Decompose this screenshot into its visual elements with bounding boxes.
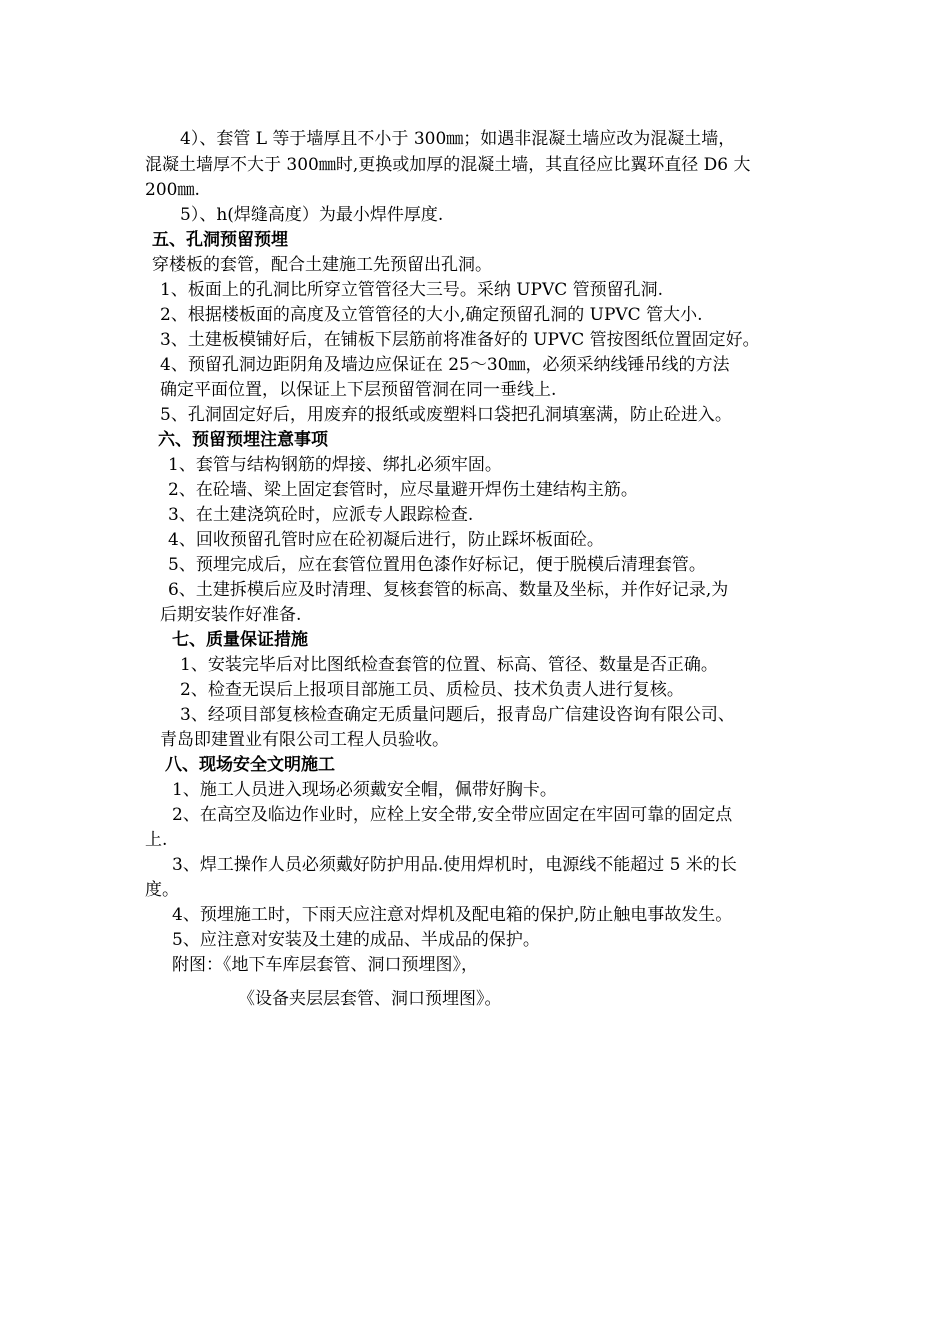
section-6-item-2: 2、在砼墙、梁上固定套管时，应尽量避开焊伤土建结构主筋。 xyxy=(168,480,638,500)
attachment-line2: 《设备夹层层套管、洞口预埋图》。 xyxy=(238,989,502,1009)
section-7-item-3-line1: 3、经项目部复核检查确定无质量问题后，报青岛广信建设咨询有限公司、 xyxy=(180,705,735,725)
section-5-item-4-line2: 确定平面位置，以保证上下层预留管洞在同一垂线上. xyxy=(160,380,557,400)
section-8-heading: 八、现场安全文明施工 xyxy=(165,755,335,775)
section-5-item-2: 2、根据楼板面的高度及立管管径的大小,确定预留孔洞的 UPVC 管大小. xyxy=(160,305,703,325)
section-6-item-6-line1: 6、土建拆模后应及时清理、复核套管的标高、数量及坐标，并作好记录,为 xyxy=(168,580,729,600)
section-6-item-4: 4、回收预留孔管时应在砼初凝后进行，防止踩坏板面砼。 xyxy=(168,530,604,550)
section-8-item-3-line1: 3、焊工操作人员必须戴好防护用品.使用焊机时，电源线不能超过 5 米的长 xyxy=(172,855,737,875)
section-7-item-1: 1、安装完毕后对比图纸检查套管的位置、标高、管径、数量是否正确。 xyxy=(180,655,718,675)
section-6-item-1: 1、套管与结构钢筋的焊接、绑扎必须牢固。 xyxy=(168,455,502,475)
section-8-item-4: 4、预埋施工时，下雨天应注意对焊机及配电箱的保护,防止触电事故发生。 xyxy=(172,905,733,925)
section-7-item-3-line2: 青岛即建置业有限公司工程人员验收。 xyxy=(160,730,449,750)
section-6-item-3: 3、在土建浇筑砼时，应派专人跟踪检查. xyxy=(168,505,474,525)
attachment-line1: 附图：《地下车库层套管、洞口预埋图》， xyxy=(172,955,478,975)
section-6-heading: 六、预留预埋注意事项 xyxy=(158,430,328,450)
section-5-item-1: 1、板面上的孔洞比所穿立管管径大三号。采纳 UPVC 管预留孔洞. xyxy=(160,280,664,300)
item5-line: 5）、h(焊缝高度）为最小焊件厚度. xyxy=(180,205,444,225)
section-6-item-6-line2: 后期安装作好准备. xyxy=(160,605,302,625)
section-5-item-4-line1: 4、预留孔洞边距阴角及墙边应保证在 25～30㎜，必须采纳线锤吊线的方法 xyxy=(160,355,730,375)
section-8-item-5: 5、应注意对安装及土建的成品、半成品的保护。 xyxy=(172,930,540,950)
section-5-heading: 五、孔洞预留预埋 xyxy=(152,230,288,250)
section-5-item-3: 3、土建板模铺好后，在铺板下层筋前将准备好的 UPVC 管按图纸位置固定好。 xyxy=(160,330,760,350)
section-7-heading: 七、质量保证措施 xyxy=(172,630,308,650)
item4-line2: 混凝土墙厚不大于 300㎜时,更换或加厚的混凝土墙，其直径应比翼环直径 D6 大 xyxy=(145,155,751,175)
section-8-item-1: 1、施工人员进入现场必须戴安全帽，佩带好胸卡。 xyxy=(172,780,557,800)
section-8-item-3-line2: 度。 xyxy=(145,880,179,900)
item4-line1: 4）、套管 L 等于墙厚且不小于 300㎜；如遇非混凝土墙应改为混凝土墙， xyxy=(180,129,736,149)
section-5-intro: 穿楼板的套管，配合土建施工先预留出孔洞。 xyxy=(152,255,492,275)
section-6-item-5: 5、预埋完成后，应在套管位置用色漆作好标记，便于脱模后清理套管。 xyxy=(168,555,706,575)
section-7-item-2: 2、检查无误后上报项目部施工员、质检员、技术负责人进行复核。 xyxy=(180,680,684,700)
section-8-item-2-line2: 上. xyxy=(145,830,168,850)
item4-line3: 200㎜. xyxy=(145,180,200,200)
section-5-item-5: 5、孔洞固定好后，用废弃的报纸或废塑料口袋把孔洞填塞满，防止砼进入。 xyxy=(160,405,732,425)
section-8-item-2-line1: 2、在高空及临边作业时，应栓上安全带,安全带应固定在牢固可靠的固定点 xyxy=(172,805,733,825)
